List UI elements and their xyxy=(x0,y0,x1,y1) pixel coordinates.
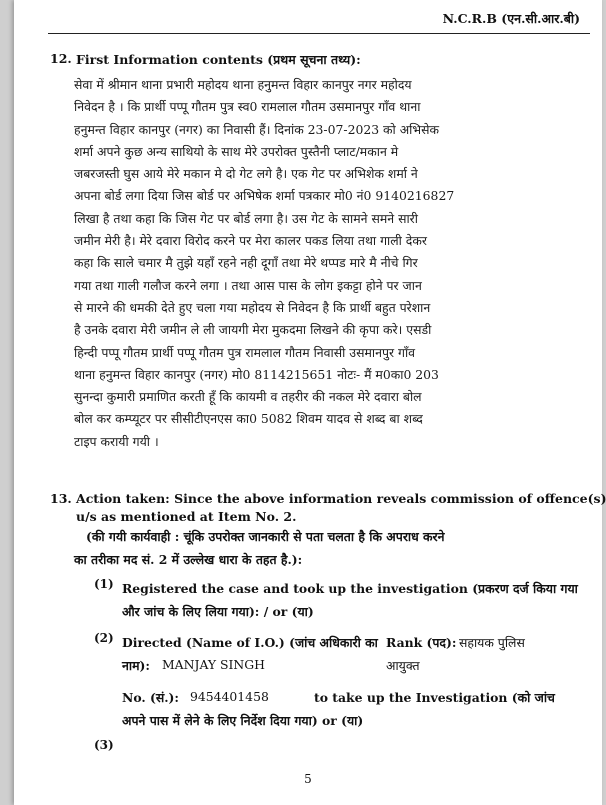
directed-label: Directed (Name of I.O.) (जांच अधिकारी का xyxy=(122,635,378,650)
paragraph-line: हनुमन्त विहार कानपुर (नगर) का निवासी हैं। दिनांक 23-07-2023 को अभिसेक xyxy=(74,121,439,137)
item-1-text-cont: और जांच के लिए लिया गया): / or (या) xyxy=(122,604,314,619)
paragraph-line: लिखा है तथा कहा कि जिस गेट पर बोर्ड लगा है। उस गेट के सामने समने सारी xyxy=(74,210,418,226)
agency-header: N.C.R.B (एन.सी.आर.बी) xyxy=(442,11,580,26)
action-taken-hindi-text-cont: का तरीका मद सं. 2 में उल्लेख धारा के तहत है.): xyxy=(74,552,303,567)
paragraph-line: है उनके दवारा मेरी जमीन ले ली जायगी मेरा मुकदमा लिखने की कृपा करे। एसडी xyxy=(74,322,432,338)
rank-value-cont: आयुक्त xyxy=(386,658,420,673)
item-3-number: (3) xyxy=(94,738,114,752)
page-number: 5 xyxy=(304,772,312,786)
section-13-title: Action taken: Since the above information reveals commission of offence(s) xyxy=(76,491,606,506)
header-divider xyxy=(48,33,590,34)
number-value: 9454401458 xyxy=(190,689,269,704)
rank-value: सहायक पुलिस xyxy=(459,635,525,650)
action-taken-hindi-text: (की गयी कार्यवाही : चूंकि उपरोक्त जानकारी से पता चलता है कि अपराध करने xyxy=(86,529,445,544)
paragraph-line: सुनन्दा कुमारी प्रमाणित करती हूँ कि कायमी व तहरीर की नकल मेरे दवारा बोल xyxy=(74,389,422,405)
paragraph-line: टाइप करायी गयी । xyxy=(74,433,159,449)
paragraph-line: शर्मा अपने कुछ अन्य साथियो के साथ मेरे उपरोक्त पुस्तैनी प्लाट/मकान मे xyxy=(74,143,399,159)
paragraph-line: सेवा में श्रीमान थाना प्रभारी महोदय थाना हनुमन्त विहार कानपुर नगर महोदय xyxy=(74,77,412,92)
section-12-title: First Information contents (प्रथम सूचना तथ्य): xyxy=(76,52,361,67)
section-13-title-cont: u/s as mentioned at Item No. 2. xyxy=(76,509,297,524)
item-1-number: (1) xyxy=(94,577,114,591)
item-1-text: Registered the case and took up the investigation (प्रकरण दर्ज किया गया xyxy=(122,581,578,596)
action-taken-hindi-line-2 xyxy=(74,551,302,568)
take-up-investigation-text: to take up the Investigation (को जांच xyxy=(314,690,555,705)
paragraph-line: अपना बोर्ड लगा दिया जिस बोर्ड पर अभिषेक शर्मा पत्रकार मो0 नं0 9140216827 xyxy=(74,188,455,204)
first-information-paragraph xyxy=(74,74,594,453)
rank-label: Rank (पद): xyxy=(386,635,457,650)
io-name-label: नाम): xyxy=(122,658,150,673)
paragraph-line: निवेदन है । कि प्रार्थी पप्पू गौतम पुत्र स्व0 रामलाल गौतम उसमानपुर गाँव थाना xyxy=(74,99,421,115)
number-label: No. (सं.): xyxy=(122,690,179,705)
section-13-number: 13. xyxy=(50,491,72,506)
paragraph-line: गया तथा गाली गलौज करने लगा । तथा आस पास के लोग इकट्टा होने पर जान xyxy=(74,277,422,293)
section-12-number: 12. xyxy=(50,51,72,66)
take-up-investigation-text-cont: अपने पास में लेने के लिए निर्देश दिया गया) or (या) xyxy=(122,713,364,728)
item-2-number: (2) xyxy=(94,631,114,645)
paragraph-line: जमीन मेरी है। मेरे दवारा विरोद करने पर मेरा कालर पकड लिया तथा गाली देकर xyxy=(74,233,427,249)
paragraph-line: बोल कर कम्प्यूटर पर सीसीटीएनएस का0 5082 शिवम यादव से शब्द बा शब्द xyxy=(74,411,423,427)
paragraph-line: हिन्दी पप्पू गौतम प्रार्थी पप्पू गौतम पुत्र रामलाल गौतम निवासी उसमानपुर गाँव xyxy=(74,344,416,360)
io-name-value: MANJAY SINGH xyxy=(162,657,265,672)
document-page xyxy=(14,0,606,805)
paragraph-line: जबरजस्ती घुस आये मेरे मकान मे दो गेट लगे है। एक गेट पर अभिशेक शर्मा ने xyxy=(74,166,418,182)
paragraph-line: कहा कि साले चमार मै तुझे यहाँ रहने नही दूगाँ तथा मेरे थप्पड मारे मै नीचे गिर xyxy=(74,255,418,271)
paragraph-line: थाना हनुमन्त विहार कानपुर (नगर) मो0 8114215651 नोटः- मैं म0का0 203 xyxy=(74,366,439,382)
action-taken-hindi-line-1 xyxy=(86,528,445,545)
paragraph-line: से मारने की धमकी देते हुए चला गया महोदय से निवेदन है कि प्रार्थी बहुत परेशान xyxy=(74,299,431,315)
